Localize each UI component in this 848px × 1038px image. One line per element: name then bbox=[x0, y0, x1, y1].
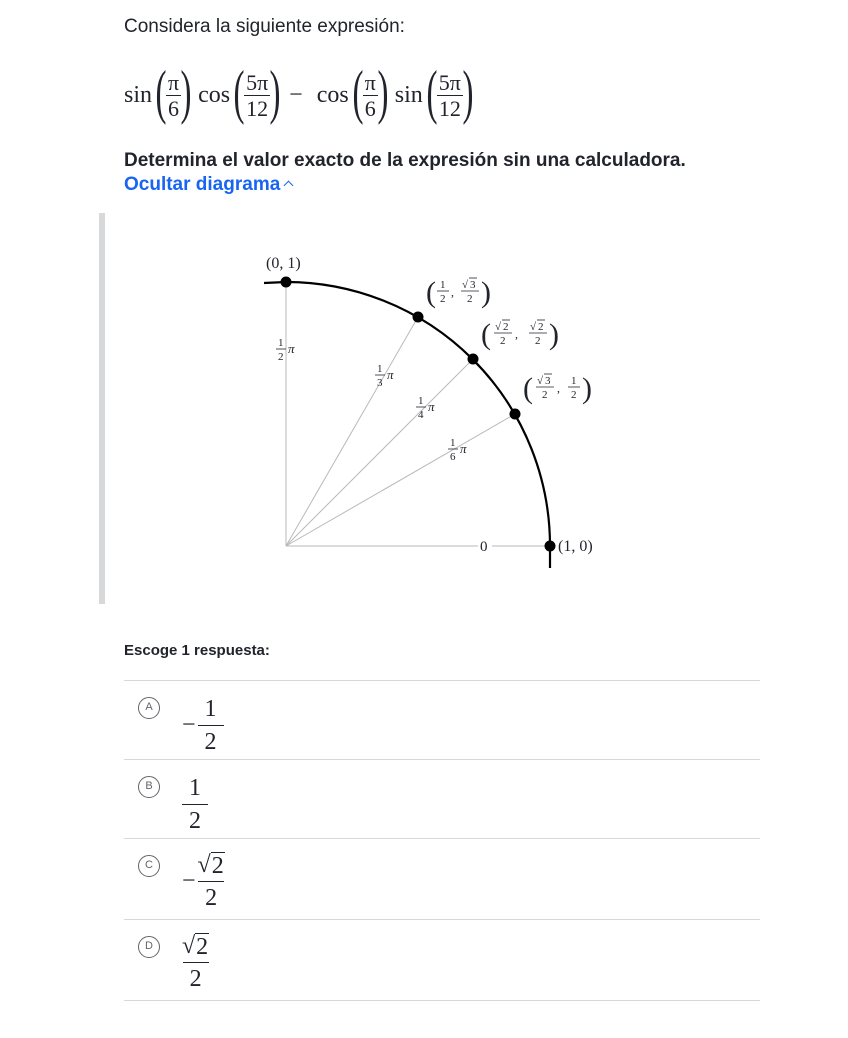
fraction bbox=[198, 849, 225, 914]
choice-c[interactable] bbox=[124, 838, 760, 920]
angle-label-0: 0 bbox=[480, 539, 488, 555]
sqrt-sign: √ bbox=[530, 321, 537, 333]
frac-den: 2 bbox=[198, 881, 224, 914]
point-60 bbox=[413, 312, 424, 323]
pi-symbol: π bbox=[387, 367, 394, 382]
frac-den: 2 bbox=[182, 804, 208, 837]
radius-30 bbox=[286, 414, 515, 546]
frac-num: π bbox=[364, 69, 376, 95]
paren-close: ) bbox=[481, 276, 491, 309]
comma: , bbox=[451, 285, 454, 299]
coord-den: 2 bbox=[467, 293, 473, 305]
choice-letter-d: D bbox=[138, 936, 160, 958]
coord-num: 2 bbox=[538, 321, 544, 333]
label-point-top: (0, 1) bbox=[266, 255, 301, 272]
coord-num: 3 bbox=[470, 279, 476, 291]
sqrt-sign: √ bbox=[462, 279, 469, 291]
hide-diagram-link[interactable] bbox=[124, 174, 292, 196]
paren-close: ) bbox=[180, 59, 192, 125]
angle-num: 1 bbox=[377, 363, 383, 375]
paren-close: ) bbox=[377, 59, 389, 125]
paren-open: ( bbox=[426, 276, 436, 309]
frac-den: 6 bbox=[364, 95, 376, 121]
expr-frac4 bbox=[434, 70, 466, 121]
paren-open: ( bbox=[426, 59, 438, 125]
expr-fn2: cos bbox=[198, 81, 231, 108]
frac-den: 2 bbox=[183, 962, 209, 995]
sqrt-expression bbox=[182, 930, 209, 962]
paren-close: ) bbox=[462, 59, 474, 125]
radius-60 bbox=[286, 317, 418, 546]
choice-c-value bbox=[182, 849, 225, 914]
pi-symbol: π bbox=[428, 399, 435, 414]
chevron-up-icon bbox=[284, 181, 294, 191]
coord-num: 1 bbox=[440, 279, 446, 291]
frac-num: 5π bbox=[438, 69, 461, 95]
frac-num: 2 bbox=[211, 853, 224, 879]
sqrt-sign: √ bbox=[537, 375, 544, 387]
coord-num: 3 bbox=[545, 375, 551, 387]
point-30 bbox=[510, 409, 521, 420]
paren-close: ) bbox=[269, 59, 281, 125]
angle-den: 6 bbox=[450, 451, 456, 463]
paren-open: ( bbox=[233, 59, 245, 125]
angle-num: 1 bbox=[450, 437, 456, 449]
choice-b-value bbox=[182, 772, 208, 837]
angle-num: 1 bbox=[278, 337, 284, 349]
choice-letter-a: A bbox=[138, 697, 160, 719]
trig-expression bbox=[122, 59, 474, 128]
pi-symbol: π bbox=[288, 341, 295, 356]
angle-label-45 bbox=[416, 395, 435, 421]
paren-close: ) bbox=[582, 372, 592, 405]
coord-den: 2 bbox=[535, 335, 541, 347]
unit-circle-diagram bbox=[240, 240, 620, 580]
label-point-45 bbox=[481, 318, 559, 351]
label-point-right: (1, 0) bbox=[558, 538, 593, 555]
frac-num: 2 bbox=[196, 934, 209, 960]
comma: , bbox=[557, 381, 560, 395]
diagram-side-bar bbox=[99, 213, 105, 604]
sqrt-sign: √ bbox=[197, 852, 211, 878]
fraction bbox=[198, 693, 224, 758]
frac-den: 12 bbox=[246, 95, 269, 121]
coord-den: 2 bbox=[500, 335, 506, 347]
choice-b[interactable] bbox=[124, 759, 760, 839]
paren-open: ( bbox=[352, 59, 364, 125]
expr-fn1: sin bbox=[124, 81, 153, 108]
coord-den: 2 bbox=[542, 389, 548, 401]
point-1-0 bbox=[545, 541, 556, 552]
frac-num: 1 bbox=[204, 696, 217, 722]
sqrt-sign: √ bbox=[182, 933, 196, 959]
angle-den: 3 bbox=[377, 377, 383, 389]
coord-den: 2 bbox=[571, 389, 577, 401]
fraction bbox=[182, 930, 209, 995]
coord-den: 2 bbox=[440, 293, 446, 305]
minus-sign: − bbox=[182, 712, 196, 738]
angle-den: 4 bbox=[418, 409, 424, 421]
hide-diagram-label: Ocultar diagrama bbox=[124, 174, 281, 195]
expr-fn3: cos bbox=[316, 81, 349, 108]
point-0-1 bbox=[281, 277, 292, 288]
paren-open: ( bbox=[523, 372, 533, 405]
paren-close: ) bbox=[549, 318, 559, 351]
paren-open: ( bbox=[155, 59, 167, 125]
point-45 bbox=[468, 354, 479, 365]
choice-letter-c: C bbox=[138, 855, 160, 877]
expr-frac2 bbox=[241, 70, 273, 121]
question-intro: Considera la siguiente expresión: bbox=[124, 16, 405, 37]
choice-d-value bbox=[182, 930, 209, 995]
angle-label-30 bbox=[448, 437, 467, 463]
angle-den: 2 bbox=[278, 351, 284, 363]
angle-num: 1 bbox=[418, 395, 424, 407]
frac-den: 12 bbox=[438, 95, 461, 121]
choice-d[interactable] bbox=[124, 919, 760, 1001]
frac-num: π bbox=[168, 69, 180, 95]
frac-num: 5π bbox=[246, 69, 269, 95]
answer-prompt: Escoge 1 respuesta: bbox=[124, 642, 270, 659]
sqrt-expression bbox=[198, 849, 225, 881]
frac-num: 1 bbox=[189, 775, 201, 801]
choice-letter-b: B bbox=[138, 776, 160, 798]
coord-num: 1 bbox=[571, 375, 577, 387]
minus-sign: − bbox=[182, 868, 196, 894]
choice-a[interactable] bbox=[124, 680, 760, 760]
expr-operator: − bbox=[289, 81, 303, 108]
expr-fn4: sin bbox=[394, 81, 423, 108]
frac-den: 6 bbox=[168, 95, 180, 121]
coord-num: 2 bbox=[503, 321, 509, 333]
label-point-30 bbox=[523, 372, 592, 405]
pi-symbol: π bbox=[460, 441, 467, 456]
sqrt-sign: √ bbox=[495, 321, 502, 333]
choice-a-value bbox=[182, 693, 224, 758]
choices-bottom-divider bbox=[124, 1000, 760, 1001]
fraction bbox=[182, 772, 208, 837]
question-instruction: Determina el valor exacto de la expresión sin una calculadora. bbox=[124, 150, 686, 171]
paren-open: ( bbox=[481, 318, 491, 351]
label-point-60 bbox=[426, 276, 491, 309]
comma: , bbox=[515, 327, 518, 341]
frac-den: 2 bbox=[198, 725, 224, 758]
